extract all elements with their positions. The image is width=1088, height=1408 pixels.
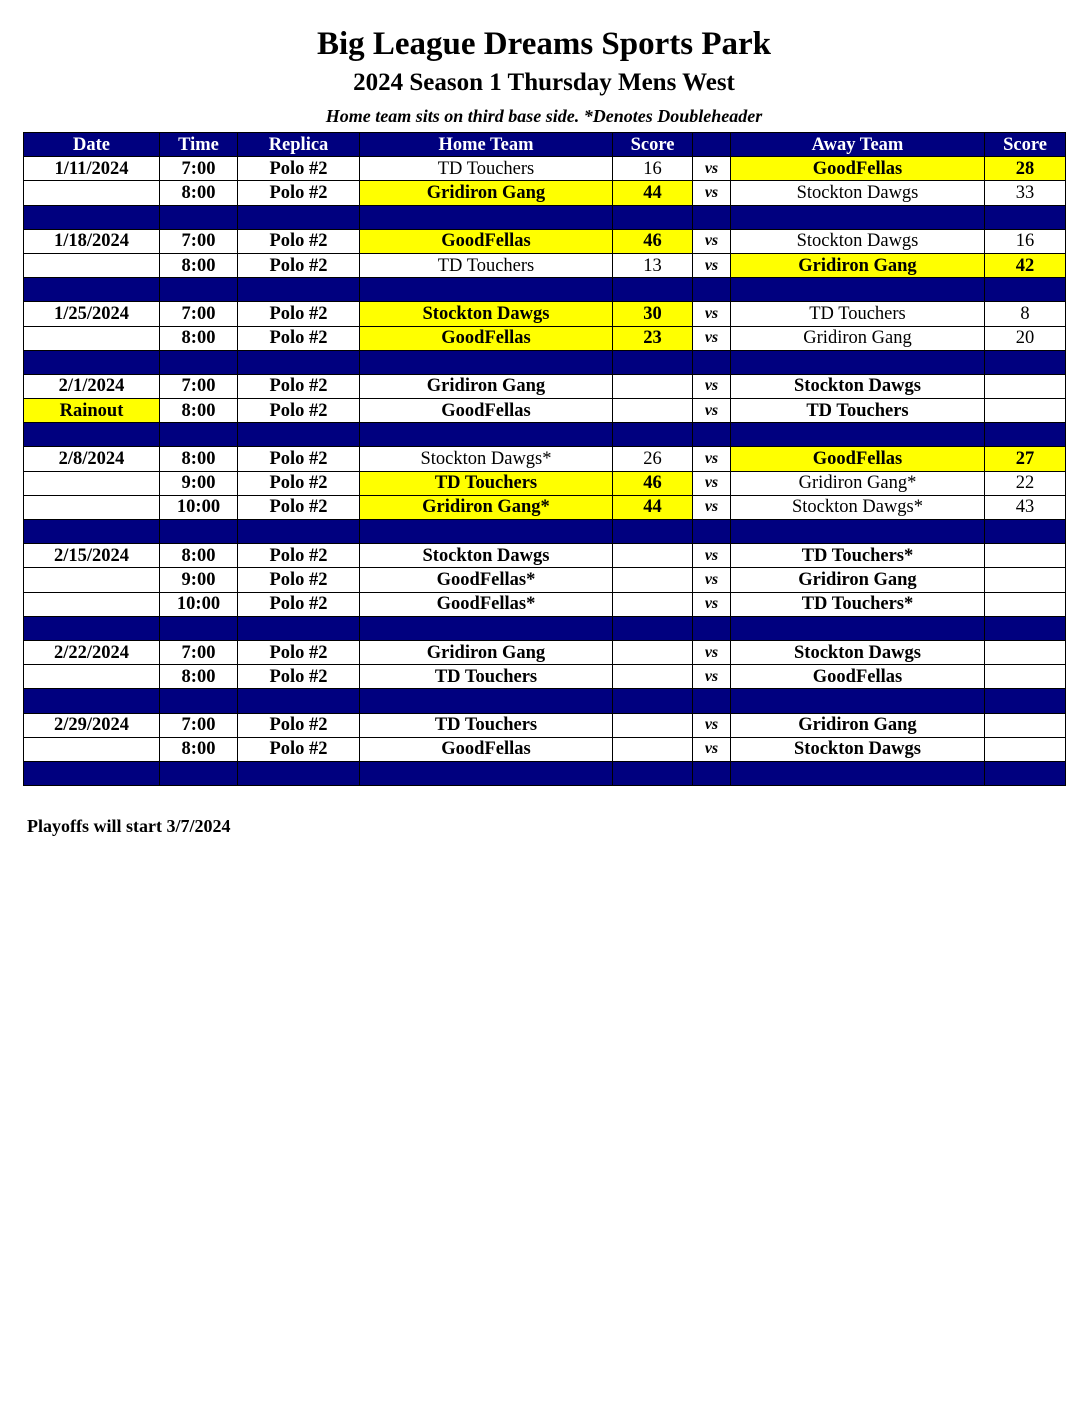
cell-away-team: Stockton Dawgs (731, 737, 985, 761)
game-row (24, 713, 1066, 737)
cell-away-team: GoodFellas (731, 447, 985, 471)
cell-away-score: 8 (985, 302, 1066, 326)
cell-time: 7:00 (160, 157, 238, 181)
cell-away-team: Gridiron Gang (731, 326, 985, 350)
separator-cell (613, 350, 693, 374)
schedule-note: Home team sits on third base side. *Denotes Doubleheader (325, 106, 763, 126)
separator-cell (731, 350, 985, 374)
separator-cell (160, 423, 238, 447)
separator-cell (160, 278, 238, 302)
cell-date: 2/15/2024 (24, 544, 160, 568)
separator-row (24, 205, 1066, 229)
cell-replica: Polo #2 (238, 399, 360, 423)
cell-away-team: GoodFellas (731, 665, 985, 689)
separator-cell (24, 205, 160, 229)
separator-row (24, 689, 1066, 713)
separator-cell (360, 205, 613, 229)
cell-time: 8:00 (160, 447, 238, 471)
cell-away-score (985, 544, 1066, 568)
cell-home-score: 13 (613, 253, 693, 277)
cell-vs: vs (693, 399, 731, 423)
cell-date (24, 737, 160, 761)
cell-replica: Polo #2 (238, 640, 360, 664)
game-row (24, 326, 1066, 350)
game-row (24, 495, 1066, 519)
cell-time: 7:00 (160, 640, 238, 664)
cell-vs: vs (693, 157, 731, 181)
cell-replica: Polo #2 (238, 447, 360, 471)
cell-home-score (613, 374, 693, 398)
cell-date (24, 181, 160, 205)
cell-replica: Polo #2 (238, 326, 360, 350)
separator-cell (985, 205, 1066, 229)
cell-home-team: Gridiron Gang (360, 374, 613, 398)
col-header-away-score: Score (985, 133, 1066, 157)
separator-cell (693, 520, 731, 544)
cell-home-team: Gridiron Gang* (360, 495, 613, 519)
separator-cell (24, 689, 160, 713)
separator-row (24, 423, 1066, 447)
cell-away-score (985, 640, 1066, 664)
cell-replica: Polo #2 (238, 471, 360, 495)
cell-away-score: 20 (985, 326, 1066, 350)
separator-cell (731, 205, 985, 229)
cell-date: 1/18/2024 (24, 229, 160, 253)
cell-replica: Polo #2 (238, 374, 360, 398)
separator-cell (613, 423, 693, 447)
separator-cell (731, 278, 985, 302)
separator-cell (693, 616, 731, 640)
separator-cell (985, 689, 1066, 713)
cell-vs: vs (693, 181, 731, 205)
cell-away-score: 27 (985, 447, 1066, 471)
cell-home-team: Stockton Dawgs (360, 302, 613, 326)
cell-home-team: TD Touchers (360, 253, 613, 277)
cell-away-score (985, 665, 1066, 689)
separator-cell (24, 761, 160, 785)
game-row (24, 544, 1066, 568)
cell-time: 7:00 (160, 713, 238, 737)
separator-cell (160, 761, 238, 785)
separator-cell (985, 278, 1066, 302)
cell-date: 2/22/2024 (24, 640, 160, 664)
separator-cell (238, 423, 360, 447)
cell-time: 9:00 (160, 471, 238, 495)
separator-cell (731, 616, 985, 640)
cell-home-team: TD Touchers (360, 665, 613, 689)
cell-home-team: Stockton Dawgs (360, 544, 613, 568)
game-row (24, 374, 1066, 398)
cell-home-score: 26 (613, 447, 693, 471)
cell-home-team: GoodFellas* (360, 592, 613, 616)
separator-cell (160, 350, 238, 374)
col-header-away-team: Away Team (731, 133, 985, 157)
separator-cell (160, 520, 238, 544)
separator-cell (360, 689, 613, 713)
col-header-home-team: Home Team (360, 133, 613, 157)
cell-away-team: Stockton Dawgs (731, 640, 985, 664)
cell-home-score (613, 713, 693, 737)
separator-cell (613, 205, 693, 229)
separator-cell (985, 761, 1066, 785)
separator-cell (613, 761, 693, 785)
cell-time: 9:00 (160, 568, 238, 592)
header-row (24, 133, 1066, 157)
cell-replica: Polo #2 (238, 592, 360, 616)
cell-away-team: Gridiron Gang* (731, 471, 985, 495)
cell-home-score (613, 399, 693, 423)
separator-cell (731, 423, 985, 447)
game-row (24, 592, 1066, 616)
cell-date: 1/25/2024 (24, 302, 160, 326)
cell-away-team: Gridiron Gang (731, 713, 985, 737)
col-header-replica: Replica (238, 133, 360, 157)
separator-cell (360, 423, 613, 447)
cell-away-score (985, 399, 1066, 423)
cell-vs: vs (693, 302, 731, 326)
cell-away-score: 22 (985, 471, 1066, 495)
cell-date (24, 326, 160, 350)
cell-away-team: Gridiron Gang (731, 253, 985, 277)
col-header-date: Date (24, 133, 160, 157)
cell-away-team: Stockton Dawgs* (731, 495, 985, 519)
cell-time: 10:00 (160, 592, 238, 616)
cell-vs: vs (693, 471, 731, 495)
separator-cell (24, 423, 160, 447)
cell-away-score (985, 592, 1066, 616)
cell-replica: Polo #2 (238, 495, 360, 519)
cell-date: Rainout (24, 399, 160, 423)
cell-date (24, 665, 160, 689)
game-row (24, 302, 1066, 326)
separator-cell (613, 520, 693, 544)
cell-replica: Polo #2 (238, 737, 360, 761)
cell-date (24, 568, 160, 592)
cell-date: 2/29/2024 (24, 713, 160, 737)
separator-cell (731, 761, 985, 785)
cell-home-team: Stockton Dawgs* (360, 447, 613, 471)
cell-away-team: Gridiron Gang (731, 568, 985, 592)
cell-time: 8:00 (160, 326, 238, 350)
cell-replica: Polo #2 (238, 157, 360, 181)
separator-cell (238, 205, 360, 229)
separator-cell (360, 520, 613, 544)
cell-home-score (613, 568, 693, 592)
separator-cell (693, 350, 731, 374)
separator-cell (985, 423, 1066, 447)
separator-cell (693, 278, 731, 302)
game-row (24, 640, 1066, 664)
separator-cell (985, 350, 1066, 374)
game-row (24, 181, 1066, 205)
cell-date (24, 471, 160, 495)
cell-date (24, 495, 160, 519)
cell-home-score: 23 (613, 326, 693, 350)
separator-cell (238, 761, 360, 785)
cell-home-team: TD Touchers (360, 471, 613, 495)
game-row (24, 737, 1066, 761)
cell-vs: vs (693, 253, 731, 277)
cell-home-team: GoodFellas (360, 737, 613, 761)
cell-date: 2/8/2024 (24, 447, 160, 471)
cell-away-score (985, 374, 1066, 398)
cell-replica: Polo #2 (238, 253, 360, 277)
separator-cell (238, 278, 360, 302)
cell-away-score (985, 713, 1066, 737)
cell-away-team: TD Touchers (731, 302, 985, 326)
cell-replica: Polo #2 (238, 665, 360, 689)
separator-cell (613, 689, 693, 713)
cell-replica: Polo #2 (238, 713, 360, 737)
cell-away-team: Stockton Dawgs (731, 229, 985, 253)
schedule-body (24, 157, 1066, 786)
page-title: Big League Dreams Sports Park (316, 26, 772, 62)
separator-cell (693, 423, 731, 447)
cell-home-score (613, 544, 693, 568)
cell-time: 7:00 (160, 302, 238, 326)
cell-date (24, 253, 160, 277)
cell-home-score (613, 640, 693, 664)
separator-row (24, 278, 1066, 302)
cell-home-team: GoodFellas (360, 399, 613, 423)
separator-cell (24, 616, 160, 640)
cell-home-score (613, 592, 693, 616)
cell-time: 8:00 (160, 253, 238, 277)
cell-home-score (613, 737, 693, 761)
separator-row (24, 350, 1066, 374)
page-subtitle: 2024 Season 1 Thursday Mens West (353, 69, 735, 96)
cell-vs: vs (693, 374, 731, 398)
cell-vs: vs (693, 568, 731, 592)
separator-cell (731, 689, 985, 713)
cell-away-team: TD Touchers (731, 399, 985, 423)
cell-time: 8:00 (160, 544, 238, 568)
cell-replica: Polo #2 (238, 181, 360, 205)
cell-vs: vs (693, 326, 731, 350)
separator-cell (693, 761, 731, 785)
cell-home-team: GoodFellas (360, 229, 613, 253)
separator-cell (238, 350, 360, 374)
cell-time: 7:00 (160, 374, 238, 398)
cell-home-score: 16 (613, 157, 693, 181)
game-row (24, 447, 1066, 471)
cell-vs: vs (693, 544, 731, 568)
col-header-time: Time (160, 133, 238, 157)
cell-replica: Polo #2 (238, 568, 360, 592)
cell-away-team: GoodFellas (731, 157, 985, 181)
separator-cell (693, 689, 731, 713)
cell-away-score (985, 737, 1066, 761)
playoffs-note: Playoffs will start 3/7/2024 (27, 816, 231, 836)
cell-date: 1/11/2024 (24, 157, 160, 181)
cell-away-score: 42 (985, 253, 1066, 277)
cell-vs: vs (693, 640, 731, 664)
cell-replica: Polo #2 (238, 544, 360, 568)
cell-home-score: 44 (613, 495, 693, 519)
cell-replica: Polo #2 (238, 302, 360, 326)
separator-cell (985, 616, 1066, 640)
cell-home-score: 46 (613, 471, 693, 495)
cell-away-team: TD Touchers* (731, 592, 985, 616)
game-row (24, 665, 1066, 689)
cell-away-team: Stockton Dawgs (731, 374, 985, 398)
cell-time: 8:00 (160, 737, 238, 761)
cell-away-team: TD Touchers* (731, 544, 985, 568)
separator-row (24, 761, 1066, 785)
cell-vs: vs (693, 592, 731, 616)
separator-cell (160, 616, 238, 640)
separator-cell (693, 205, 731, 229)
cell-home-score (613, 665, 693, 689)
cell-home-score: 46 (613, 229, 693, 253)
cell-time: 7:00 (160, 229, 238, 253)
cell-vs: vs (693, 713, 731, 737)
separator-cell (731, 520, 985, 544)
game-row (24, 568, 1066, 592)
cell-home-score: 44 (613, 181, 693, 205)
cell-away-score: 43 (985, 495, 1066, 519)
cell-vs: vs (693, 495, 731, 519)
game-row (24, 229, 1066, 253)
cell-vs: vs (693, 737, 731, 761)
cell-time: 8:00 (160, 665, 238, 689)
game-row (24, 471, 1066, 495)
separator-cell (238, 616, 360, 640)
separator-cell (238, 689, 360, 713)
separator-row (24, 616, 1066, 640)
separator-cell (24, 350, 160, 374)
separator-cell (24, 520, 160, 544)
separator-cell (613, 278, 693, 302)
cell-replica: Polo #2 (238, 229, 360, 253)
schedule-table (23, 132, 1066, 786)
separator-cell (160, 205, 238, 229)
cell-home-team: Gridiron Gang (360, 181, 613, 205)
cell-home-team: TD Touchers (360, 157, 613, 181)
game-row (24, 399, 1066, 423)
separator-cell (985, 520, 1066, 544)
separator-cell (360, 350, 613, 374)
cell-home-score: 30 (613, 302, 693, 326)
game-row (24, 157, 1066, 181)
cell-home-team: Gridiron Gang (360, 640, 613, 664)
cell-home-team: TD Touchers (360, 713, 613, 737)
cell-time: 8:00 (160, 181, 238, 205)
separator-cell (613, 616, 693, 640)
cell-away-score: 33 (985, 181, 1066, 205)
separator-cell (160, 689, 238, 713)
separator-cell (360, 761, 613, 785)
cell-home-team: GoodFellas* (360, 568, 613, 592)
separator-row (24, 520, 1066, 544)
separator-cell (360, 278, 613, 302)
cell-away-score: 28 (985, 157, 1066, 181)
cell-away-team: Stockton Dawgs (731, 181, 985, 205)
cell-time: 10:00 (160, 495, 238, 519)
cell-away-score (985, 568, 1066, 592)
cell-time: 8:00 (160, 399, 238, 423)
cell-date (24, 592, 160, 616)
col-header-home-score: Score (613, 133, 693, 157)
separator-cell (24, 278, 160, 302)
cell-vs: vs (693, 229, 731, 253)
separator-cell (238, 520, 360, 544)
game-row (24, 253, 1066, 277)
cell-home-team: GoodFellas (360, 326, 613, 350)
cell-away-score: 16 (985, 229, 1066, 253)
col-header-vs (693, 133, 731, 157)
separator-cell (360, 616, 613, 640)
cell-vs: vs (693, 665, 731, 689)
cell-vs: vs (693, 447, 731, 471)
cell-date: 2/1/2024 (24, 374, 160, 398)
